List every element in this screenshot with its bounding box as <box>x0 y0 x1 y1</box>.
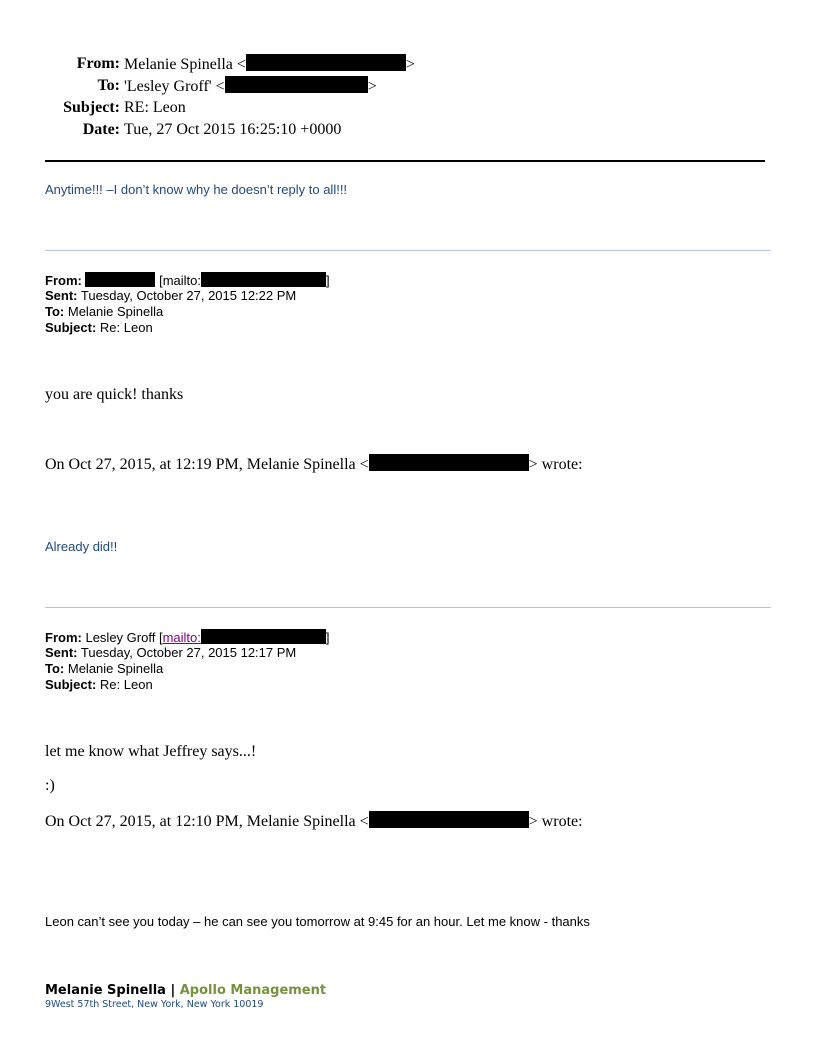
signature-company: Apollo Management <box>179 983 327 998</box>
reply-body: Anytime!!! –I don’t know why he doesn’t reply to all!!! <box>45 182 348 197</box>
quote2-to-value: Melanie Spinella <box>67 661 164 676</box>
quote1-sent-value: Tuesday, October 27, 2015 12:22 PM <box>80 288 297 303</box>
quote2-from-name: Lesley Groff <box>85 630 156 645</box>
quote2-body-line2: :) <box>45 777 55 794</box>
header-from-row <box>0 54 816 74</box>
quote2-from-row <box>45 629 330 646</box>
quote2-wrote-line <box>45 811 583 831</box>
quote1-mailto: [mailto: <box>159 273 201 288</box>
quote2-close-bracket: ] <box>325 630 330 645</box>
quote1-from-row <box>45 272 330 289</box>
quote2-open-bracket: [ <box>158 630 163 645</box>
quote1-wrote-prefix: On Oct 27, 2015, at 12:19 PM, Melanie Spinella < <box>45 456 369 473</box>
signature-address: 9West 57th Street, New York, New York 10019 <box>45 999 264 1010</box>
header-divider <box>45 160 765 162</box>
redaction-block <box>369 811 529 828</box>
quote2-body-line1: let me know what Jeffrey says...! <box>45 743 257 760</box>
quote1-to-value: Melanie Spinella <box>67 304 164 319</box>
quote2-to-label: To: <box>45 661 65 676</box>
quote2-mailto-link[interactable] <box>163 630 326 645</box>
quote1-to-label: To: <box>45 304 65 319</box>
header-to-row <box>0 76 816 96</box>
redaction-block <box>369 454 529 471</box>
angle-close: > <box>367 78 377 95</box>
quote1-sent-row <box>45 288 296 304</box>
header-from-name: Melanie Spinella < <box>124 56 246 73</box>
quote1-close-bracket: ] <box>326 273 330 288</box>
header-to-label: To: <box>97 77 120 94</box>
redaction-block <box>85 272 155 287</box>
quote1-wrote-line <box>45 454 583 474</box>
quote2-from-label: From: <box>45 630 82 645</box>
quote2-wrote-suffix: > wrote: <box>528 813 583 830</box>
quote2-subject-row <box>45 677 153 693</box>
quote2-mailto-text: mailto: <box>162 630 201 645</box>
header-from-value <box>124 54 415 75</box>
quote2-wrote-prefix: On Oct 27, 2015, at 12:10 PM, Melanie Spinella < <box>45 813 369 830</box>
quote2-to-row <box>45 661 163 677</box>
quote1-subject-value: Re: Leon <box>99 320 153 335</box>
signature-name: Melanie Spinella <box>45 983 166 998</box>
quote2-sent-label: Sent: <box>45 645 78 660</box>
quote1-reply: Already did!! <box>45 539 118 554</box>
header-to-value <box>124 76 377 97</box>
header-subject-row <box>0 98 816 118</box>
redaction-block <box>225 76 368 93</box>
header-date-value: Tue, 27 Oct 2015 16:25:10 +0000 <box>124 121 342 138</box>
quote1-subject-row <box>45 320 153 336</box>
quote1-from-label: From: <box>45 273 82 288</box>
quote1-wrote-suffix: > wrote: <box>528 456 583 473</box>
quote2-subject-label: Subject: <box>45 677 97 692</box>
quote-divider <box>45 607 771 608</box>
quote1-sent-label: Sent: <box>45 288 78 303</box>
redaction-block <box>246 54 406 71</box>
quote1-subject-label: Subject: <box>45 320 97 335</box>
signature-separator: | <box>165 983 180 998</box>
quote2-subject-value: Re: Leon <box>99 677 153 692</box>
quote1-to-row <box>45 304 163 320</box>
header-from-label: From: <box>76 55 120 72</box>
header-date-label: Date: <box>82 121 120 138</box>
quote-divider <box>45 250 771 251</box>
quote2-sent-row <box>45 645 296 661</box>
header-date-row <box>0 120 816 140</box>
header-subject-value: RE: Leon <box>124 99 186 116</box>
redaction-block <box>201 629 326 644</box>
signature-line <box>45 983 326 998</box>
header-to-name: 'Lesley Groff' < <box>124 78 225 95</box>
redaction-block <box>201 272 326 287</box>
quote2-message: Leon can’t see you today – he can see you tomorrow at 9:45 for an hour. Let me know - thanks <box>45 914 590 929</box>
header-subject-label: Subject: <box>63 99 120 116</box>
quote1-body: you are quick! thanks <box>45 386 184 403</box>
quote2-sent-value: Tuesday, October 27, 2015 12:17 PM <box>80 645 297 660</box>
angle-close: > <box>405 56 415 73</box>
